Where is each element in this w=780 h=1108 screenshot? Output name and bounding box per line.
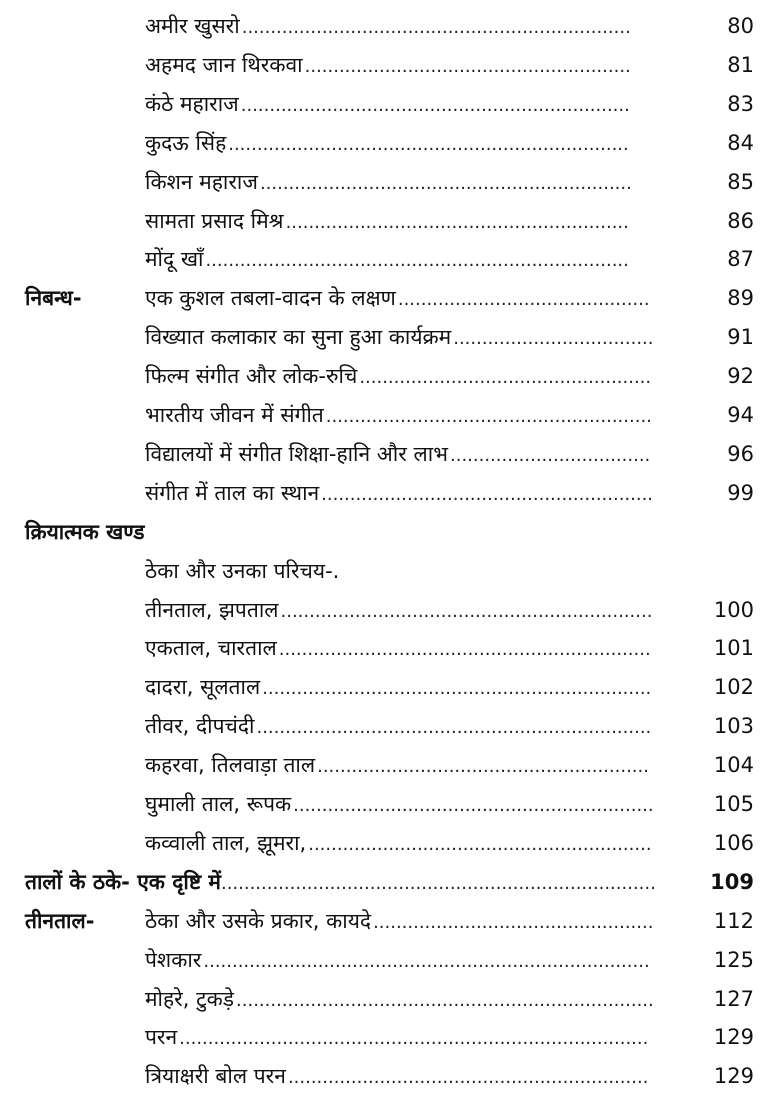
toc-page-number: 87 — [727, 247, 754, 272]
leader-dots: ................................................................. — [278, 639, 651, 661]
toc-page-number: 80 — [727, 14, 754, 38]
toc-entry-title: मोहरे, टुकड़े — [145, 986, 235, 1011]
toc-page-number: 85 — [727, 169, 754, 194]
leader-dots: ...................................................................... — [228, 133, 629, 155]
toc-entry-title: तीवर, दीपचंदी — [145, 714, 255, 739]
leader-dots: ..................................................................... — [256, 717, 652, 739]
toc-entry — [25, 129, 754, 161]
toc-page-number: 92 — [727, 364, 754, 389]
toc-page-number: 100 — [713, 597, 754, 622]
toc-entry-title: संगीत में ताल का स्थान — [145, 480, 320, 505]
toc-entry — [25, 245, 754, 277]
leader-dots: ......................................................... — [304, 55, 631, 77]
toc-entry — [25, 557, 754, 589]
leader-dots: .................................................................... — [241, 17, 631, 38]
toc-entry-title: फिल्म संगीत और लोक-रुचि — [145, 364, 358, 389]
toc-entry — [25, 90, 754, 122]
toc-page-number: 129 — [713, 1064, 754, 1089]
toc-page-number: 89 — [727, 286, 754, 311]
toc-entry-title: दादरा, सूलताल — [145, 675, 261, 700]
toc-page-number: 106 — [713, 830, 754, 855]
toc-entry — [25, 323, 754, 355]
leader-dots: ................................................. — [373, 911, 654, 933]
toc-page-number: 125 — [713, 947, 754, 972]
toc-entry-title: विख्यात कलाकार का सुना हुआ कार्यक्रम — [145, 325, 452, 350]
toc-entry — [25, 596, 754, 628]
toc-entry — [25, 440, 754, 472]
section-heading — [25, 518, 754, 550]
toc-entry-title: परन — [145, 1025, 178, 1050]
toc-page-number: 129 — [713, 1025, 754, 1050]
toc-entry-title: अमीर खुसरो — [145, 14, 240, 38]
toc-entry-title: घुमाली ताल, रूपक — [145, 792, 292, 816]
toc-entry — [25, 829, 754, 861]
toc-page-number: 83 — [727, 91, 754, 116]
leader-dots: ............................................ — [397, 289, 650, 311]
toc-entry — [25, 362, 754, 394]
toc-entry-title: भारतीय जीवन में संगीत — [145, 403, 324, 427]
leader-dots: .................................................................................. — [179, 1028, 649, 1050]
leader-dots: ......................................................................... — [236, 989, 654, 1011]
toc-entry-title: ठेका और उसके प्रकार, कायदे — [145, 908, 372, 933]
leader-dots: ................................................................. — [259, 172, 632, 194]
leader-dots: .................................................................... — [240, 94, 630, 116]
toc-entry-title: कुदऊ सिंह — [145, 130, 227, 155]
toc-entry — [25, 985, 754, 1017]
toc-page-number: 99 — [727, 480, 754, 505]
toc-page-number: 84 — [727, 130, 754, 155]
toc-page-number: 127 — [713, 986, 754, 1011]
toc-entry — [25, 946, 754, 978]
leader-dots: ............................................................ — [308, 833, 652, 855]
toc-page-number: 81 — [727, 52, 754, 77]
toc-entry — [25, 1062, 754, 1094]
toc-entry — [25, 751, 754, 783]
leader-dots: .......................................................................... — [205, 250, 629, 272]
toc-page-number: 102 — [713, 675, 754, 700]
toc-page-number: 94 — [727, 403, 754, 427]
toc-page-number: 104 — [713, 753, 754, 778]
leader-dots: ............................................................................ — [220, 872, 656, 894]
toc-section-label: क्रियात्मक खण्ड — [25, 519, 145, 544]
leader-dots: ................................................................. — [280, 600, 653, 622]
toc-entry — [25, 284, 754, 316]
leader-dots: ................................................... — [359, 367, 652, 389]
leader-dots: ............................................................ — [285, 211, 629, 233]
leader-dots: ............................................................... — [293, 795, 654, 816]
toc-section-label: तालों के ठके- एक दृष्टि में — [25, 869, 221, 894]
toc-entry-title: विद्यालयों में संगीत शिक्षा-हानि और लाभ — [145, 441, 448, 466]
toc-entry — [25, 401, 754, 433]
toc-entry — [25, 479, 754, 511]
toc-entry — [25, 634, 754, 666]
toc-entry-title: अहमद जान थिरकवा — [145, 52, 303, 77]
toc-entry-title: त्रियाक्षरी बोल परन — [145, 1064, 286, 1089]
toc-entry-title: एक कुशल तबला-वादन के लक्षण — [145, 286, 396, 311]
toc-entry — [25, 12, 754, 44]
toc-page-number: 101 — [713, 636, 754, 661]
toc-entry-title: कहरवा, तिलवाड़ा ताल — [145, 753, 316, 778]
toc-entry-title: मोंदू खाँ — [145, 247, 204, 272]
toc-page-number: 96 — [727, 441, 754, 466]
toc-entry — [25, 907, 754, 939]
toc-section-label: तीनताल- — [25, 908, 95, 933]
toc-page-number: 105 — [713, 792, 754, 816]
toc-page-number: 103 — [713, 714, 754, 739]
toc-entry — [25, 168, 754, 200]
toc-entry-title: कंठे महाराज — [145, 91, 239, 116]
toc-entry-title: पेशकार — [145, 947, 202, 972]
leader-dots: ......................................................... — [325, 406, 652, 427]
toc-entry — [25, 51, 754, 83]
leader-dots: .......................................................... — [321, 483, 654, 505]
toc-section-label: निबन्ध- — [25, 286, 82, 311]
leader-dots: ............................................................... — [287, 1067, 649, 1089]
toc-entry-title: सामता प्रसाद मिश्र — [145, 208, 284, 233]
toc-page-number: 91 — [727, 325, 754, 350]
toc-entry-title: ठेका और उनका परिचय-. — [145, 558, 340, 583]
toc-entry — [25, 868, 754, 900]
toc-entry-title: तीनताल, झपताल — [145, 597, 279, 622]
toc-page-number: 112 — [713, 908, 754, 933]
leader-dots: .............................................................................. — [203, 950, 650, 972]
toc-page-number: 109 — [710, 869, 754, 894]
toc-entry — [25, 712, 754, 744]
leader-dots: ................................... — [450, 444, 651, 466]
toc-entry — [25, 790, 754, 822]
toc-entry — [25, 1023, 754, 1055]
toc-entry — [25, 207, 754, 239]
toc-entry-title: कव्वाली ताल, झूमरा, — [145, 830, 307, 855]
toc-entry-title: किशन महाराज — [145, 169, 258, 194]
toc-page-number: 86 — [727, 208, 754, 233]
toc-entry — [25, 673, 754, 705]
leader-dots: ................................... — [453, 328, 654, 350]
leader-dots: .......................................................... — [317, 756, 649, 778]
toc-entry-title: एकताल, चारताल — [145, 636, 277, 661]
leader-dots: .................................................................... — [262, 678, 652, 700]
